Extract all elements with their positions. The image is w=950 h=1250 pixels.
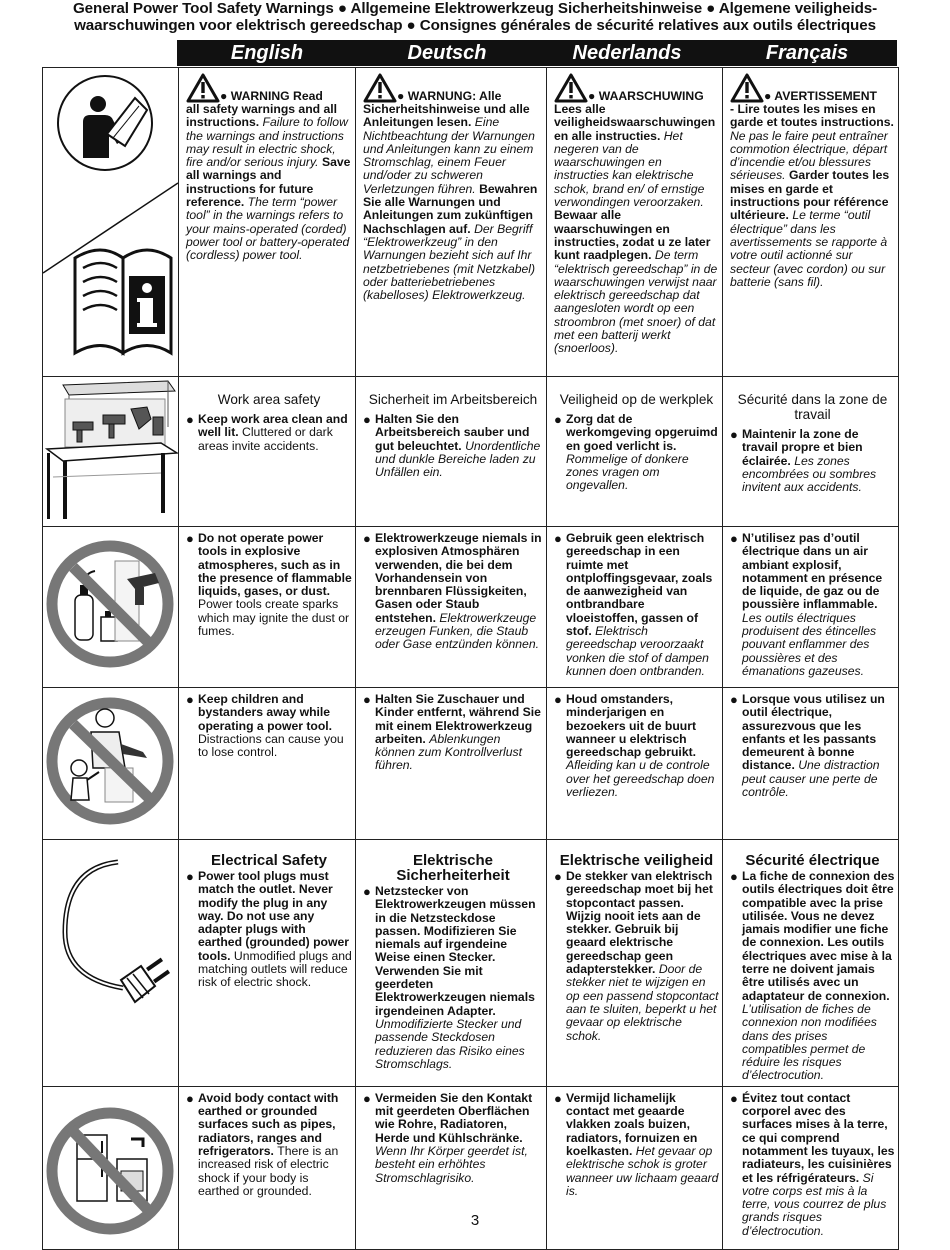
bullet-marker: ● — [363, 692, 371, 707]
section-heading: Elektrische veiligheid — [559, 852, 714, 869]
text-fragment: Failure to follow the warnings and instructions may result in electric shock, fire and/or serious injury. — [186, 115, 348, 170]
text-fragment: all safety warnings and all instructions. — [186, 102, 338, 130]
table-row — [43, 68, 899, 377]
warning-label: ● WAARSCHUWING — [588, 88, 704, 103]
text-fragment: Door de stekker niet te wijzigen en op een passend stopcontact aan te sluiten, beperkt u het gevaar op elektrische schok. — [566, 962, 719, 1043]
bullet-text — [566, 413, 719, 493]
text-fragment: Power tool plugs must match the outlet. Never modify the plug in any way. Do not use any adapter plugs with earthed (grounded) power tools. — [198, 869, 349, 963]
cell-deutsch — [356, 840, 547, 1087]
table-row — [43, 377, 899, 527]
cell-english — [179, 840, 356, 1087]
text-fragment: Bewahren Sie alle Warnungen und Anleitungen zum zukünftigen Nachschlagen auf. — [363, 181, 538, 236]
bullet-marker: ● — [554, 1090, 562, 1106]
language-nederlands: Nederlands — [572, 42, 682, 64]
cell-english — [179, 527, 356, 688]
cell-text — [363, 103, 543, 302]
bullet-text — [375, 532, 543, 652]
section-heading: Veiligheid op de werkplek — [559, 392, 714, 407]
row-illustration-cell — [43, 377, 179, 527]
row-illustration-cell — [43, 68, 179, 377]
bullet-text — [375, 885, 543, 1071]
cell-nederlands — [547, 377, 723, 527]
warning-triangle-icon — [554, 73, 588, 103]
bullet-text — [742, 428, 895, 494]
bullet-text — [198, 870, 352, 990]
text-fragment: Eine Nichtbeachtung der Warnungen und Anleitungen kann zu einem Stromschlag, einem Feuer und/oder zu schweren Verletzungen führen. — [363, 115, 535, 196]
bullet-text — [198, 1092, 352, 1198]
bullet-text — [375, 413, 543, 479]
warning-triangle-icon — [730, 73, 764, 103]
text-fragment: Do not operate power tools in explosive atmospheres, such as in the presence of flammable liquids, gases, or dust. — [198, 531, 352, 599]
section-heading: Work area safety — [217, 392, 321, 407]
bullet-marker: ● — [363, 412, 371, 427]
text-fragment: Le terme “outil électrique” dans les avertissements se rapporte à votre outil actionné sur secteur (avec cordon) ou sur batterie (sans fil). — [730, 208, 888, 289]
bullet-marker: ● — [186, 531, 194, 546]
cell-francais — [723, 527, 899, 688]
cell-nederlands — [547, 68, 723, 377]
text-fragment: Zorg dat de werkomgeving opgeruimd en goed verlicht is. — [566, 412, 718, 453]
row-illustration-cell — [43, 688, 179, 840]
text-fragment: Keep children and bystanders away while operating a power tool. — [198, 692, 333, 733]
text-fragment: Garder toutes les mises en garde et instructions pour référence ultérieure. — [730, 168, 890, 223]
text-fragment: Het gevaar op elektrische schok is groter wanneer uw lichaam geaard is. — [566, 1143, 719, 1198]
text-fragment: Les outils électriques produisent des étincelles pouvant enflammer des poussières et des émanations gazeuses. — [742, 610, 877, 678]
text-fragment: Houd omstanders, minderjarigen en bezoekers uit de buurt wanneer u elektrisch gereedschap gebruikt. — [566, 692, 697, 760]
bullet-text — [566, 532, 719, 678]
no-children-icon — [43, 688, 178, 839]
section-heading: Sécurité électrique — [745, 852, 880, 869]
text-fragment: Unordentliche und dunkle Bereiche laden zu Unfällen ein. — [375, 438, 541, 480]
text-fragment: Ablenkungen können zum Kontrollverlust führen. — [375, 731, 522, 773]
cell-francais — [723, 688, 899, 840]
cell-english — [179, 68, 356, 377]
bullet-marker: ● — [730, 531, 738, 546]
text-fragment: Les zones encombrées ou sombres invitent aux accidents. — [742, 453, 877, 495]
cell-francais — [723, 840, 899, 1087]
text-fragment: - Lire toutes les mises en garde et toutes instructions. — [730, 102, 894, 130]
text-fragment: Sicherheitshinweise und alle Anleitungen lesen. — [363, 102, 530, 130]
bullet-marker: ● — [730, 869, 738, 884]
text-fragment: Elektrisch gereedschap veroorzaakt vonken die stof of dampen kunnen doen ontbranden. — [566, 624, 709, 678]
cell-deutsch — [356, 527, 547, 688]
text-fragment: Lees alle veiligheidswaarschuwingen en alle instructies. — [554, 102, 716, 143]
bullet-text — [198, 532, 352, 638]
bullet-marker: ● — [186, 1090, 194, 1106]
section-heading: Sicherheit im Arbeitsbereich — [368, 392, 538, 407]
warning-triangle-icon — [363, 73, 397, 103]
text-fragment: Halten Sie Zuschauer und Kinder entfernt, während Sie mit einem Elektrowerkzeug arbeiten. — [375, 692, 541, 746]
text-fragment: Bewaar alle waarschuwingen en instructies, zodat u ze later kunt raadplegen. — [554, 208, 711, 263]
table-row — [43, 840, 899, 1087]
cell-deutsch — [356, 68, 547, 377]
cell-nederlands — [547, 840, 723, 1087]
bullet-marker: ● — [554, 412, 562, 427]
cell-text — [730, 103, 895, 289]
text-fragment: Netzstecker von Elektrowerkzeugen müssen in die Netzsteckdose passen. Modifizieren Sie niemals auf irgendeine Weise einen Stecker. Verwenden Sie mit geerdeten Elektrowerkzeugen niemals irgendeinen Adapter. — [375, 884, 536, 1018]
text-fragment: Halten Sie den Arbeitsbereich sauber und gut beleuchtet. — [375, 412, 530, 453]
cell-nederlands — [547, 527, 723, 688]
read-manual-icon — [43, 68, 178, 376]
text-fragment: Lorsque vous utilisez un outil électrique, assurezvous que les enfants et les passants demeurent à bonne distance. — [742, 692, 885, 773]
bullet-marker: ● — [363, 1090, 371, 1106]
cell-francais — [723, 68, 899, 377]
text-fragment: De stekker van elektrisch gereedschap moet bij het stopcontact passen. Wijzig nooit iets aan de stekker. Gebruik bij geaard elektrische gereedschap geen adapterstekker. — [566, 869, 713, 977]
text-fragment: Maintenir la zone de travail propre et bien éclairée. — [742, 427, 863, 468]
warning-label: ● WARNING Read — [220, 88, 323, 103]
cell-deutsch — [356, 377, 547, 527]
language-deutsch: Deutsch — [407, 42, 487, 64]
text-fragment: Vermeiden Sie den Kontakt mit geerdeten Oberflächen wie Rohre, Radiatoren, Herde und Kühlschränke. — [375, 1090, 533, 1145]
language-francais: Français — [765, 42, 849, 64]
text-fragment: Ne pas le faire peut entraîner commotion électrique, départ d’incendie et/ou blessures sérieuses. — [730, 128, 888, 183]
bullet-marker: ● — [730, 427, 738, 442]
safety-warnings-table — [42, 67, 899, 1250]
bullet-marker: ● — [730, 692, 738, 707]
cell-text — [554, 103, 719, 356]
bullet-text — [198, 413, 352, 453]
bullet-marker: ● — [186, 412, 194, 427]
document-title — [0, 0, 950, 34]
bullet-marker: ● — [730, 1090, 738, 1106]
text-fragment: Keep work area clean and well lit. — [198, 412, 348, 440]
text-fragment: Wenn Ihr Körper geerdet ist, besteht ein erhöhtes Stromschlagrisiko. — [375, 1143, 528, 1185]
section-heading: Sécurité dans la zone de travail — [737, 392, 888, 422]
text-fragment: Save all warnings and instructions for future reference. — [186, 155, 351, 210]
text-fragment: Rommelige of donkere zones vragen om ongevallen. — [566, 451, 689, 493]
title-line-2: waarschuwingen voor elektrisch gereedschap ● Consignes générales de sécurité relatives aux outils électriques — [74, 17, 876, 34]
bullet-marker: ● — [186, 692, 194, 707]
cell-nederlands — [547, 688, 723, 840]
warning-label: ● WARNUNG: Alle — [397, 88, 502, 103]
language-header-bar — [177, 40, 897, 66]
row-illustration-cell — [43, 527, 179, 688]
text-fragment: Évitez tout contact corporel avec des surfaces mises à la terre, ce qui comprend notamment les tuyaux, les radiateurs, les cuisinières et les réfrigérateurs. — [742, 1090, 895, 1185]
cell-english — [179, 688, 356, 840]
section-heading: Elektrische Sicherheiterheit — [396, 852, 510, 884]
bullet-marker: ● — [363, 884, 371, 899]
no-explosive-atmosphere-icon — [43, 527, 178, 687]
bullet-text — [742, 532, 895, 678]
bullet-marker: ● — [363, 531, 371, 546]
cell-francais — [723, 377, 899, 527]
text-fragment: Cluttered or dark areas invite accidents. — [198, 425, 333, 453]
text-fragment: N’utilisez pas d’outil électrique dans un air ambiant explosif, notamment en présence de liquide, de gaz ou de poussière inflammable. — [742, 531, 883, 612]
page-number: 3 — [470, 1212, 480, 1229]
bullet-marker: ● — [554, 869, 562, 884]
cell-text — [186, 103, 352, 263]
warning-triangle-icon — [186, 73, 220, 103]
text-fragment: Power tools create sparks which may ignite the dust or fumes. — [198, 597, 350, 639]
text-fragment: Het negeren van de waarschuwingen en instructies kan elektrische schok, brand en/ of ernstige verwondingen veroorzaken. — [554, 128, 705, 210]
section-heading: Electrical Safety — [211, 852, 327, 869]
text-fragment: The term “power tool” in the warnings refers to your mains-operated (corded) power tool or battery-operated (cordless) power tool. — [186, 195, 350, 263]
cell-english — [179, 377, 356, 527]
bullet-text — [566, 1092, 719, 1198]
title-line-1: General Power Tool Safety Warnings ● Allgemeine Elektrowerkzeug Sicherheitshinweise ● Algemene veiligheids- — [72, 0, 878, 17]
bullet-marker: ● — [554, 531, 562, 546]
workbench-icon — [43, 377, 178, 526]
bullet-marker: ● — [554, 692, 562, 707]
bullet-text — [566, 693, 719, 799]
bullet-text — [566, 870, 719, 1043]
row-illustration-cell — [43, 840, 179, 1087]
text-fragment: Vermijd lichamelijk contact met geaarde vlakken zoals buizen, radiators, fornuizen en koelkasten. — [566, 1090, 698, 1158]
bullet-text — [742, 693, 895, 799]
text-fragment: Avoid body contact with earthed or grounded surfaces such as pipes, radiators, ranges and refrigerators. — [198, 1090, 339, 1158]
text-fragment: Distractions can cause you to lose control. — [198, 731, 344, 760]
text-fragment: L’utilisation de fiches de connexion non modifiées dans des prises compatibles permet de réduire les risques d’électrocution. — [742, 1001, 877, 1083]
bullet-text — [742, 870, 895, 1083]
text-fragment: Si votre corps est mis à la terre, vous courrez de plus grands risques d’électrocution. — [742, 1170, 887, 1238]
table-row — [43, 688, 899, 840]
bullet-text — [375, 1092, 543, 1185]
warning-label: ● AVERTISSEMENT — [764, 88, 877, 103]
table-row — [43, 527, 899, 688]
cell-deutsch — [356, 688, 547, 840]
language-english: English — [230, 42, 304, 64]
text-fragment: Unmodifizierte Stecker und passende Steckdosen reduzieren das Risiko eines Stromschlags. — [375, 1016, 525, 1071]
text-fragment: Der Begriff “Elektrowerkzeug” in den Warnungen bezieht sich auf Ihr netzbetriebenes (mit Netzkabel) oder batteriebetriebenes (kabelloses) Elektrowerkzeug. — [363, 221, 536, 303]
bullet-marker: ● — [186, 869, 194, 884]
text-fragment: Unmodified plugs and matching outlets will reduce risk of electric shock. — [198, 948, 352, 990]
text-fragment: De term “elektrisch gereedschap” in de waarschuwingen verwijst naar elektrisch gereedschap dat aangesloten wordt op een stroombron (met snoer) of dat met een batterij werkt (snoerloos). — [554, 248, 718, 356]
text-fragment: La fiche de connexion des outils électriques doit être compatible avec la prise utilisée. Vous ne devez jamais modifier une fiche de connexion. Les outils électriques avec mise à la terre ne doivent jamais être utilisés avec un adaptateur de connexion. — [742, 869, 895, 1003]
plug-icon — [43, 840, 178, 1080]
bullet-text — [375, 693, 543, 773]
text-fragment: Afleiding kan u de controle over het gereedschap doen verliezen. — [566, 758, 715, 800]
text-fragment: Elektrowerkzeuge niemals in explosiven Atmosphären verwenden, die bei dem Vorhandensein von brennbaren Flüssigkeiten, Gasen oder Staub entstehen. — [375, 531, 542, 625]
bullet-text — [198, 693, 352, 759]
text-fragment: Elektrowerkzeuge erzeugen Funken, die Staub oder Gase entzünden können. — [375, 610, 539, 652]
text-fragment: Gebruik geen elektrisch gereedschap in een ruimte met ontploffingsgevaar, zoals de aanwezigheid van ontbrandbare vloeistoffen, gassen of stof. — [566, 531, 713, 639]
text-fragment: Une distraction peut causer une perte de contrôle. — [742, 758, 880, 800]
text-fragment: There is an increased risk of electric shock if your body is earthed or grounded. — [198, 1143, 339, 1198]
